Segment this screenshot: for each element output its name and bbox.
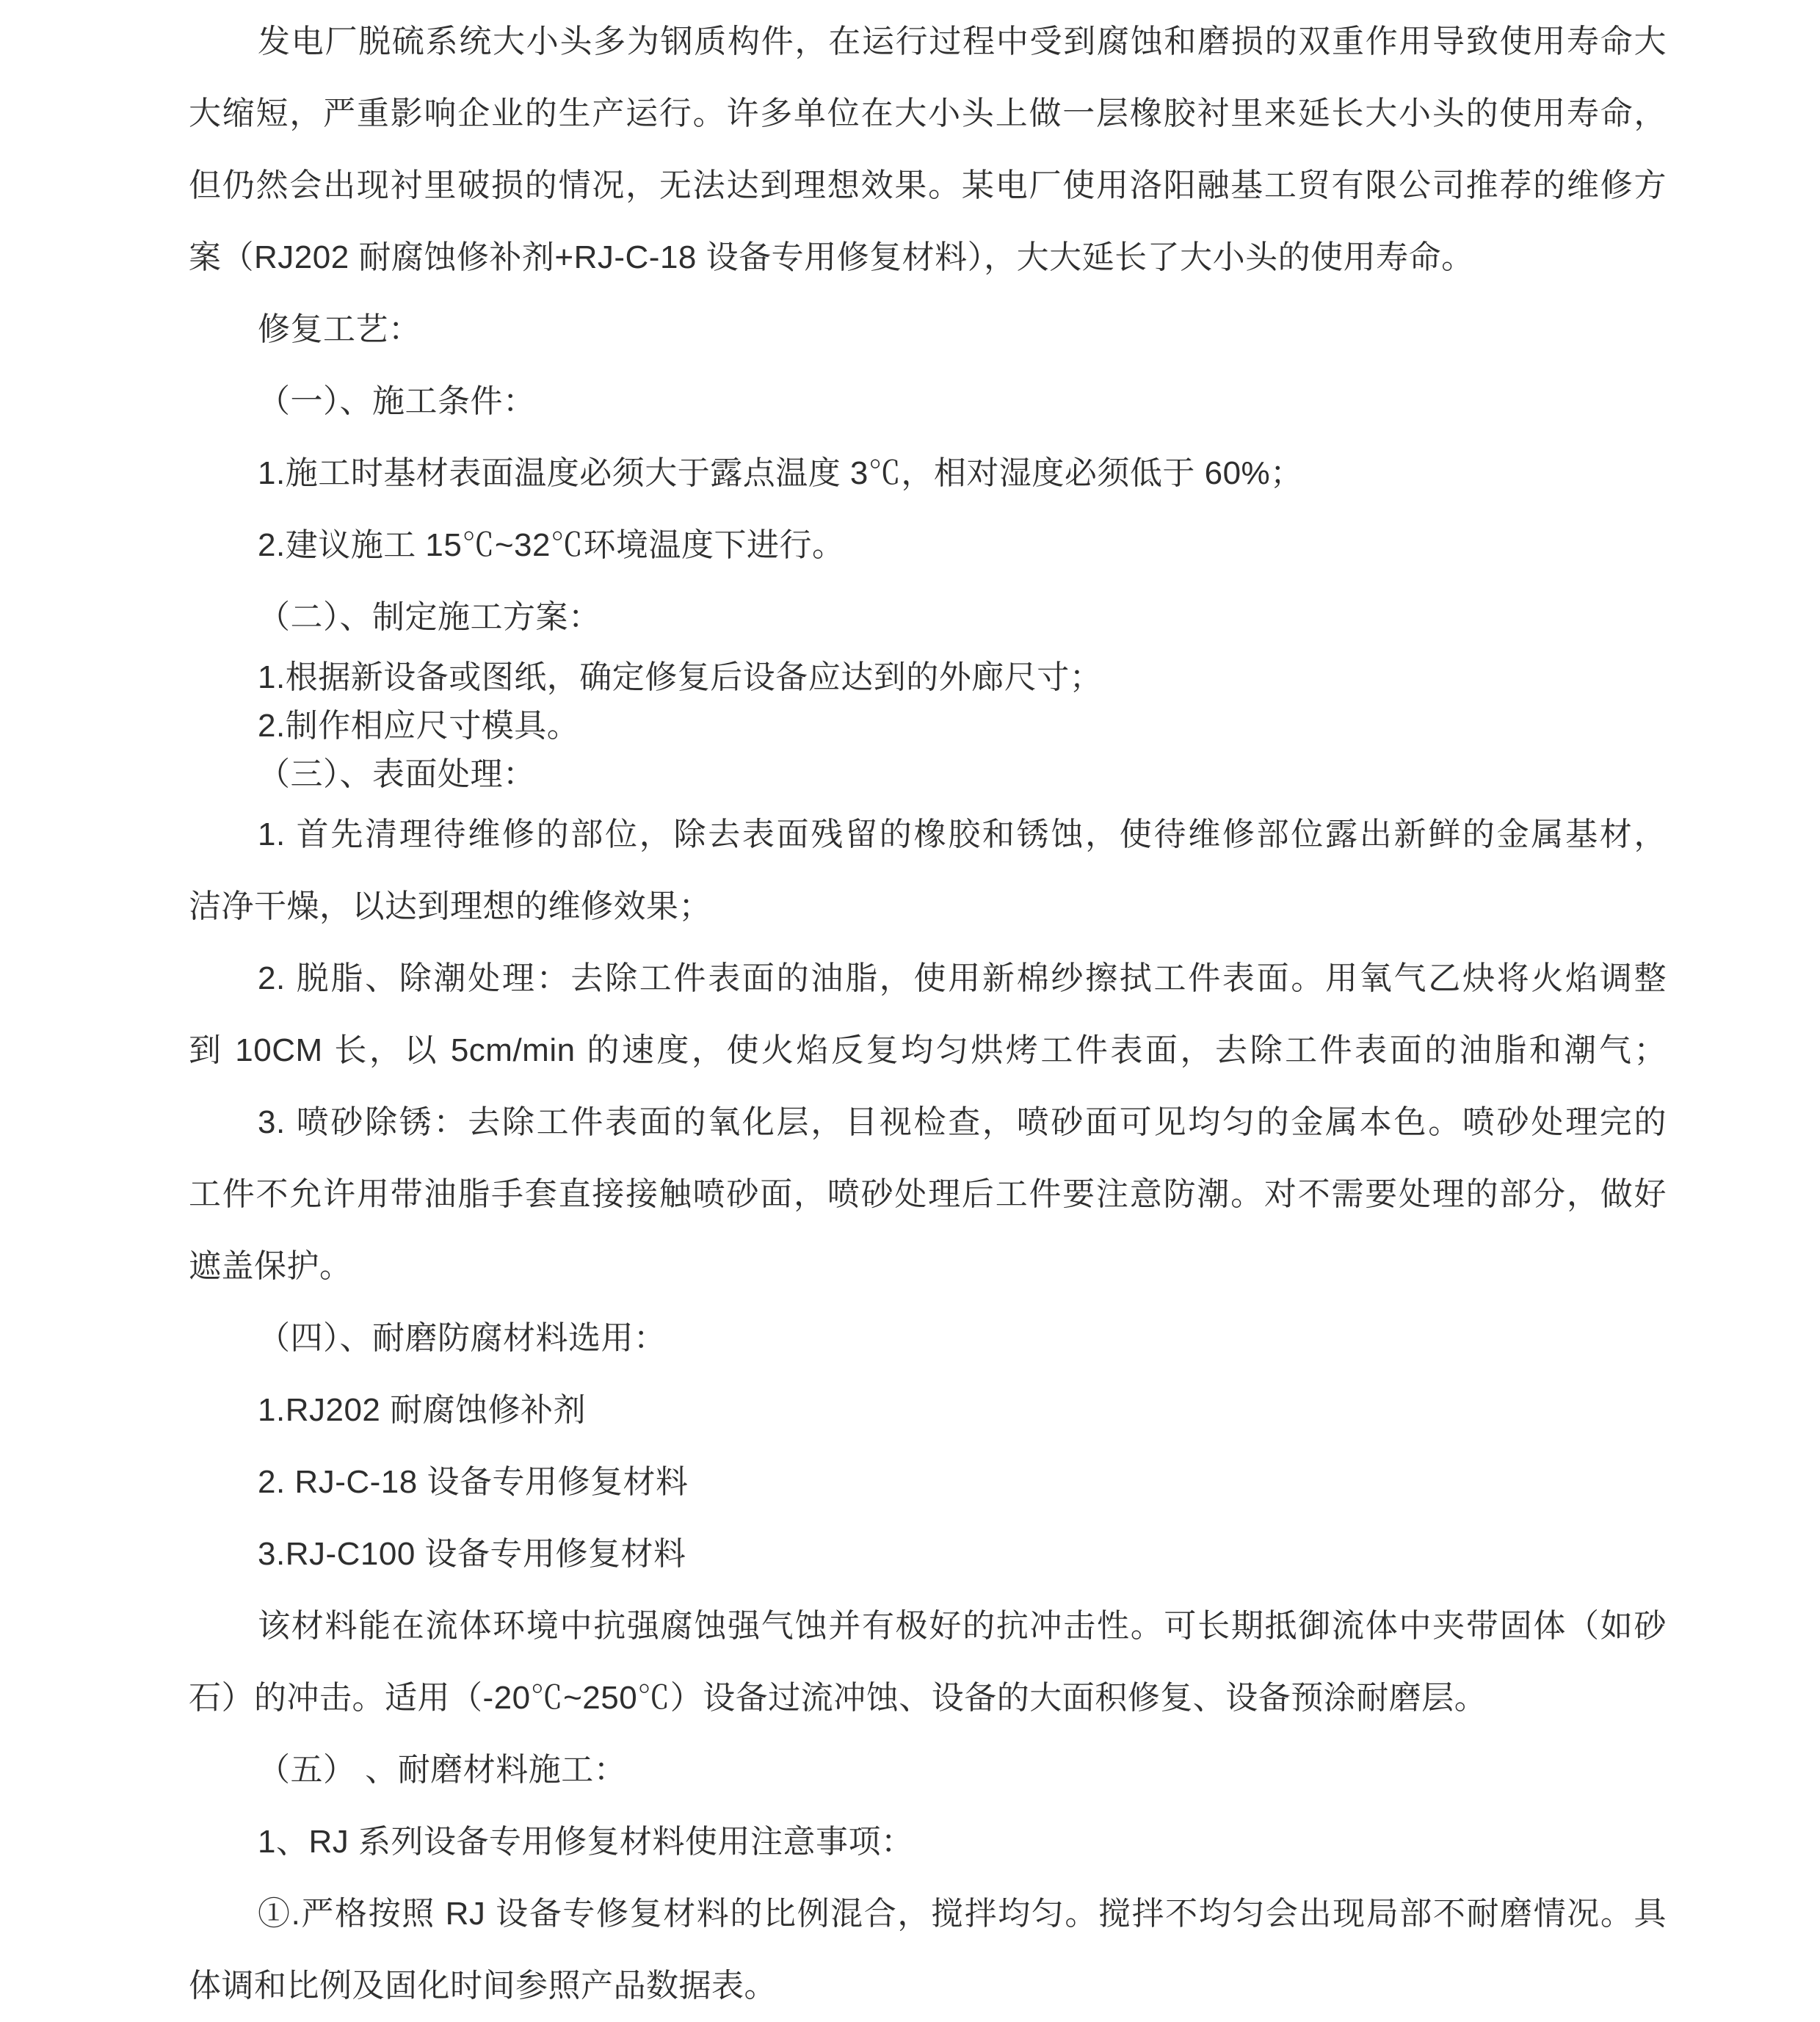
text-line: 大缩短，严重影响企业的生产运行。许多单位在大小头上做一层橡胶衬里来延长大小头的使用寿命， bbox=[189, 95, 1667, 131]
text-line: 2.制作相应尺寸模具。 bbox=[258, 708, 580, 744]
text-line: （一）、施工条件： bbox=[258, 383, 536, 419]
text-line: 到 10CM 长，以 5cm/min 的速度，使火焰反复均匀烘烤工件表面，去除工件表面的油脂和潮气； bbox=[189, 1032, 1667, 1068]
text-line: 该材料能在流体环境中抗强腐蚀强气蚀并有极好的抗冲击性。可长期抵御流体中夹带固体（如砂 bbox=[258, 1608, 1667, 1644]
text-line: 3. 喷砂除锈：去除工件表面的氧化层，目视检查，喷砂面可见均匀的金属本色。喷砂处理完的 bbox=[258, 1104, 1667, 1140]
text-line: 2. RJ-C-18 设备专用修复材料 bbox=[258, 1464, 689, 1500]
text-line: （五） 、耐磨材料施工： bbox=[258, 1752, 627, 1788]
text-line: 2.建议施工 15℃~32℃环境温度下进行。 bbox=[258, 527, 845, 563]
text-line: （四）、耐磨防腐材料选用： bbox=[258, 1320, 667, 1356]
text-line: 1、RJ 系列设备专用修复材料使用注意事项： bbox=[258, 1824, 914, 1860]
text-line: 但仍然会出现衬里破损的情况，无法达到理想效果。某电厂使用洛阳融基工贸有限公司推荐的维修方 bbox=[189, 167, 1667, 203]
text-line: 2. 脱脂、除潮处理：去除工件表面的油脂，使用新棉纱擦拭工件表面。用氧气乙炔将火焰调整 bbox=[258, 960, 1667, 996]
text-line: 体调和比例及固化时间参照产品数据表。 bbox=[189, 1968, 777, 2004]
text-line: （三）、表面处理： bbox=[258, 756, 536, 792]
text-line: 3.RJ-C100 设备专用修复材料 bbox=[258, 1536, 686, 1572]
text-line: 遮盖保护。 bbox=[189, 1248, 352, 1284]
text-line: ①.严格按照 RJ 设备专修复材料的比例混合，搅拌均匀。搅拌不均匀会出现局部不耐磨情况。具 bbox=[258, 1896, 1667, 1932]
text-line: 石）的冲击。适用（-20℃~250℃）设备过流冲蚀、设备的大面积修复、设备预涂耐磨层。 bbox=[189, 1680, 1487, 1716]
text-line: 1.根据新设备或图纸，确定修复后设备应达到的外廊尺寸； bbox=[258, 659, 1103, 695]
text-line: 1. 首先清理待维修的部位，除去表面残留的橡胶和锈蚀，使待维修部位露出新鲜的金属基材， bbox=[258, 816, 1667, 852]
text-line: （二）、制定施工方案： bbox=[258, 599, 601, 635]
text-line: 案（RJ202 耐腐蚀修补剂+RJ-C-18 设备专用修复材料），大大延长了大小头的使用寿命。 bbox=[189, 239, 1474, 275]
text-line: 洁净干燥，以达到理想的维修效果； bbox=[189, 888, 711, 924]
text-line: 修复工艺： bbox=[258, 311, 421, 347]
text-line: 工件不允许用带油脂手套直接接触喷砂面，喷砂处理后工件要注意防潮。对不需要处理的部分，做好 bbox=[189, 1176, 1667, 1212]
text-line: 发电厂脱硫系统大小头多为钢质构件，在运行过程中受到腐蚀和磨损的双重作用导致使用寿命大 bbox=[258, 23, 1667, 59]
text-line: 1.RJ202 耐腐蚀修补剂 bbox=[258, 1392, 587, 1428]
text-line: 1.施工时基材表面温度必须大于露点温度 3℃，相对湿度必须低于 60%； bbox=[258, 455, 1303, 491]
